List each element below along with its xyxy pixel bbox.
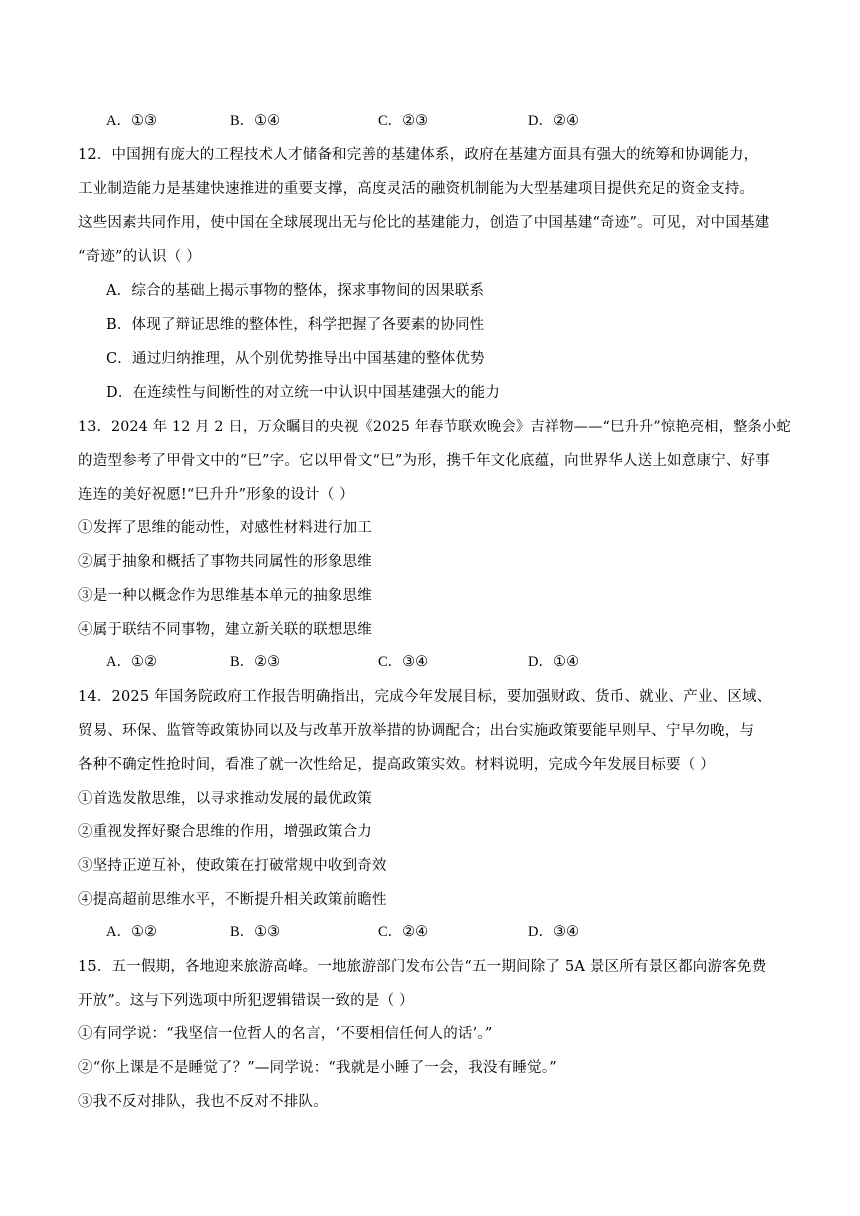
- q11-option-b[interactable]: B．①④: [230, 113, 281, 129]
- q15-statement: ③我不反对排队，我也不反对不排队。: [78, 1094, 328, 1110]
- q13-statement: ④属于联结不同事物，建立新关联的联想思维: [78, 622, 372, 638]
- q11-option-d[interactable]: D．②④: [528, 113, 579, 129]
- q13-stem-line: 连连的美好祝愿!“巳升升”形象的设计（ ）: [78, 487, 354, 503]
- q14-option-c[interactable]: C．②④: [378, 924, 429, 940]
- q12-stem-line: “奇迹”的认识（ ）: [78, 249, 201, 265]
- q14-stem-line: 14．2025 年国务院政府工作报告明确指出，完成今年发展目标，要加强财政、货币、就业、产业、区域、: [78, 689, 772, 705]
- q13-stem-line: 13．2024 年 12 月 2 日，万众瞩目的央视《2025 年春节联欢晚会》吉祥物——“巳升升”惊艳亮相，整条小蛇: [78, 419, 791, 435]
- q14-statement: ③坚持正逆互补，使政策在打破常规中收到奇效: [78, 858, 387, 874]
- q13-option-a[interactable]: A．①②: [106, 654, 157, 670]
- q12-choice-d[interactable]: D．在连续性与间断性的对立统一中认识中国基建强大的能力: [106, 385, 501, 401]
- q13-stem-line: 的造型参考了甲骨文中的“巳”字。它以甲骨文“巳”为形，携千年文化底蕴，向世界华人送上如意康宁、好事: [78, 453, 770, 469]
- q12-choice-a[interactable]: A．综合的基础上揭示事物的整体，探求事物间的因果联系: [106, 283, 485, 299]
- q12-stem-line: 工业制造能力是基建快速推进的重要支撑，高度灵活的融资机制能为大型基建项目提供充足的资金支持。: [78, 181, 755, 197]
- q13-statement: ②属于抽象和概括了事物共同属性的形象思维: [78, 554, 372, 570]
- q14-statement: ②重视发挥好聚合思维的作用，增强政策合力: [78, 824, 372, 840]
- q12-choice-c[interactable]: C．通过归纳推理，从个别优势推导出中国基建的整体优势: [106, 351, 485, 367]
- q14-stem-line: 各种不确定性抢时间，看准了就一次性给足，提高政策实效。材料说明，完成今年发展目标要（ ）: [78, 757, 715, 773]
- q13-statement: ③是一种以概念作为思维基本单元的抽象思维: [78, 588, 372, 604]
- q14-option-a[interactable]: A．①②: [106, 924, 157, 940]
- q12-stem-line: 12．中国拥有庞大的工程技术人才储备和完善的基建体系，政府在基建方面具有强大的统筹和协调能力，: [78, 147, 759, 163]
- q11-options: [106, 111, 790, 131]
- q11-option-a[interactable]: A．①③: [106, 113, 157, 129]
- q14-option-d[interactable]: D．③④: [528, 924, 579, 940]
- q15-stem-line: 15．五一假期，各地迎来旅游高峰。一地旅游部门发布公告“五一期间除了 5A 景区所有景区都向游客免费: [78, 959, 767, 975]
- q12-choice-b[interactable]: B．体现了辩证思维的整体性，科学把握了各要素的协同性: [106, 317, 485, 333]
- q14-option-b[interactable]: B．①③: [230, 924, 281, 940]
- q14-statement: ①首选发散思维，以寻求推动发展的最优政策: [78, 791, 372, 807]
- q12-stem-line: 这些因素共同作用，使中国在全球展现出无与伦比的基建能力，创造了中国基建“奇迹”。可见，对中国基建: [78, 215, 770, 231]
- q13-statement: ①发挥了思维的能动性，对感性材料进行加工: [78, 520, 372, 536]
- q13-option-d[interactable]: D．①④: [528, 654, 579, 670]
- q14-options: [106, 922, 790, 942]
- q15-stem-line: 开放”。这与下列选项中所犯逻辑错误一致的是（ ）: [78, 993, 414, 1009]
- q14-stem-line: 贸易、环保、监管等政策协同以及与改革开放举措的协调配合；出台实施政策要能早则早、宁早勿晚，与: [78, 723, 755, 739]
- q15-statement: ①有同学说：“我坚信一位哲人的名言，‘不要相信任何人的话’。”: [78, 1026, 493, 1042]
- q13-option-c[interactable]: C．③④: [378, 654, 429, 670]
- q13-option-b[interactable]: B．②③: [230, 654, 281, 670]
- q11-option-c[interactable]: C．②③: [378, 113, 429, 129]
- q14-statement: ④提高超前思维水平，不断提升相关政策前瞻性: [78, 892, 387, 908]
- q15-statement: ②“你上课是不是睡觉了？”—同学说：“我就是小睡了一会，我没有睡觉。”: [78, 1060, 557, 1076]
- q13-options: [106, 652, 790, 672]
